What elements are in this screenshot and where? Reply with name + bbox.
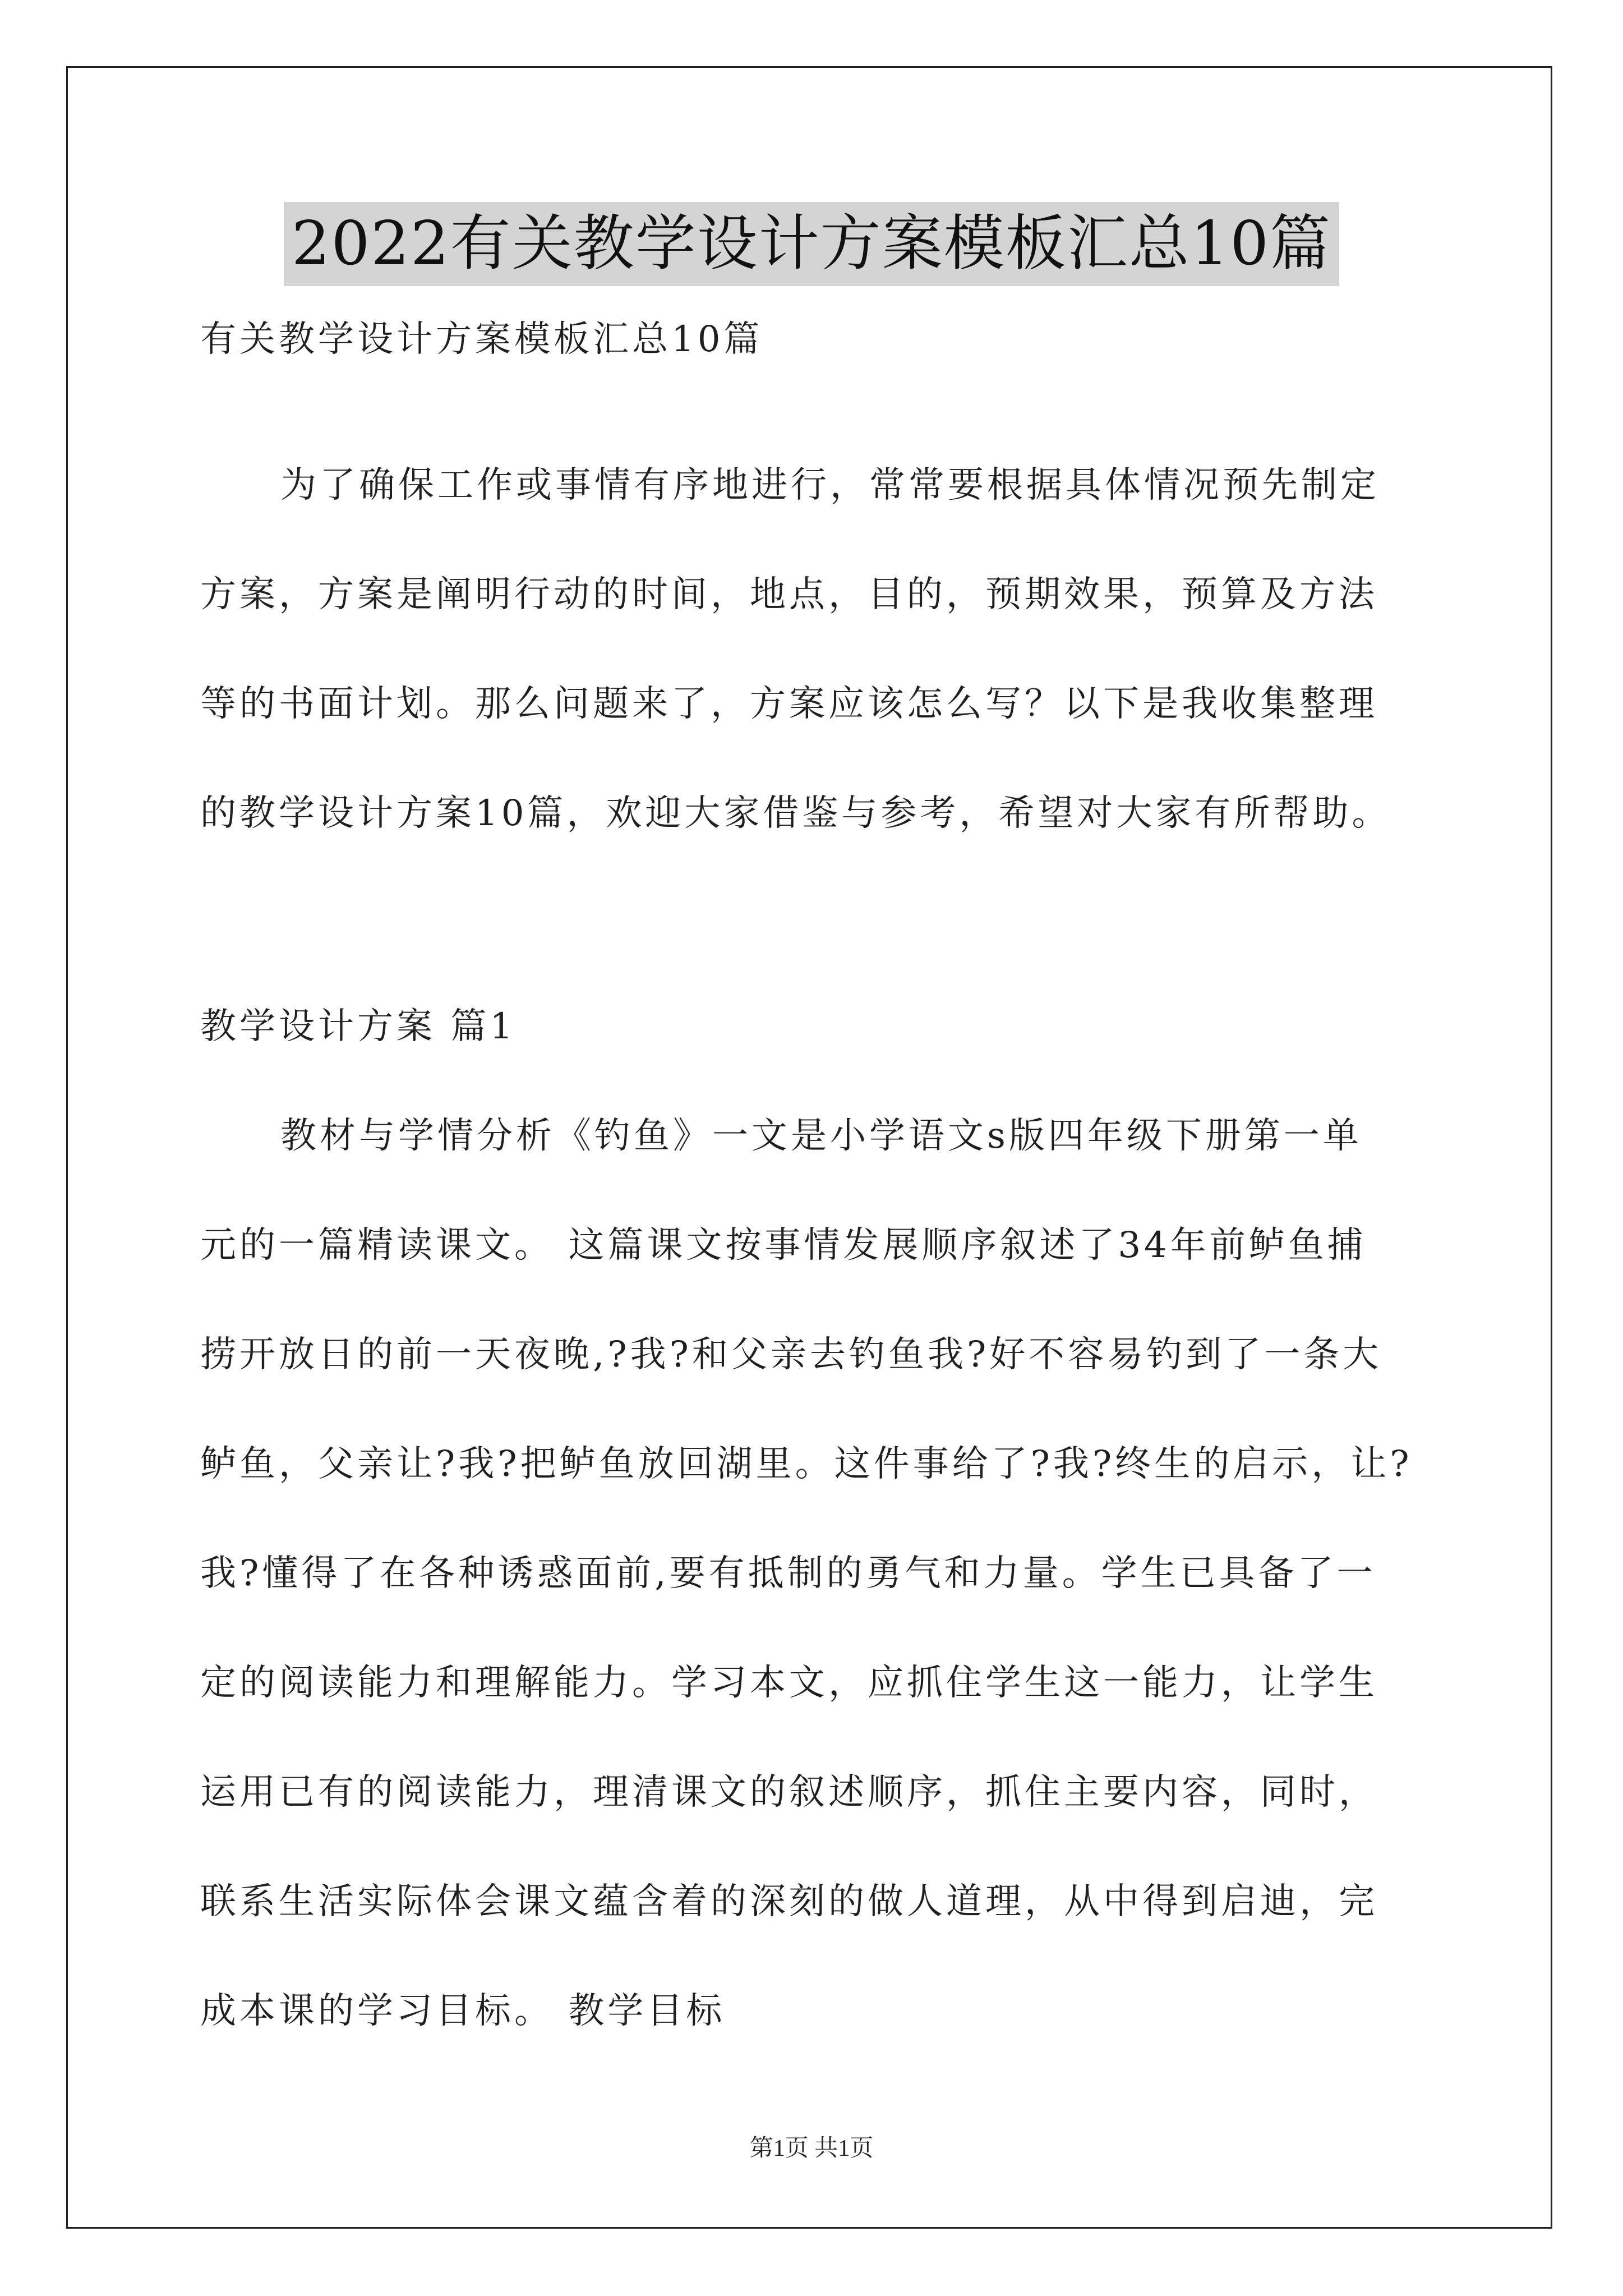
body-line: 捞开放日的前一天夜晚,?我?和父亲去钓鱼我?好不容易钓到了一条大 (200, 1334, 1382, 1375)
body-line: 元的一篇精读课文。 这篇课文按事情发展顺序叙述了34年前鲈鱼捕 (200, 1225, 1367, 1266)
page-footer: 第1页 共1页 (749, 2136, 874, 2161)
intro-line: 等的书面计划。那么问题来了，方案应该怎么写？以下是我收集整理 (200, 683, 1378, 725)
body-line: 鲈鱼，父亲让?我?把鲈鱼放回湖里。这件事给了?我?终生的启示，让? (200, 1443, 1413, 1485)
intro-line: 方案，方案是阐明行动的时间，地点，目的，预期效果，预算及方法 (200, 574, 1378, 615)
body-line: 成本课的学习目标。 教学目标 (200, 1990, 726, 2032)
body-line: 定的阅读能力和理解能力。学习本文，应抓住学生这一能力，让学生 (200, 1662, 1378, 1704)
document-subtitle: 有关教学设计方案模板汇总10篇 (200, 319, 763, 360)
body-line: 我?懂得了在各种诱惑面前,要有抵制的勇气和力量。学生已具备了一 (200, 1553, 1376, 1594)
body-line: 联系生活实际体会课文蕴含着的深刻的做人道理，从中得到启迪，完 (200, 1881, 1378, 1922)
body-line: 教材与学情分析《钓鱼》一文是小学语文s版四年级下册第一单 (280, 1115, 1362, 1157)
intro-line: 的教学设计方案10篇，欢迎大家借鉴与参考，希望对大家有所帮助。 (200, 793, 1391, 834)
body-line: 运用已有的阅读能力，理清课文的叙述顺序，抓住主要内容，同时， (200, 1772, 1378, 1813)
title-container (0, 202, 1623, 286)
section-heading: 教学设计方案 篇1 (200, 1006, 517, 1047)
document-title: 2022有关教学设计方案模板汇总10篇 (284, 202, 1339, 286)
intro-line: 为了确保工作或事情有序地进行，常常要根据具体情况预先制定 (280, 464, 1380, 506)
